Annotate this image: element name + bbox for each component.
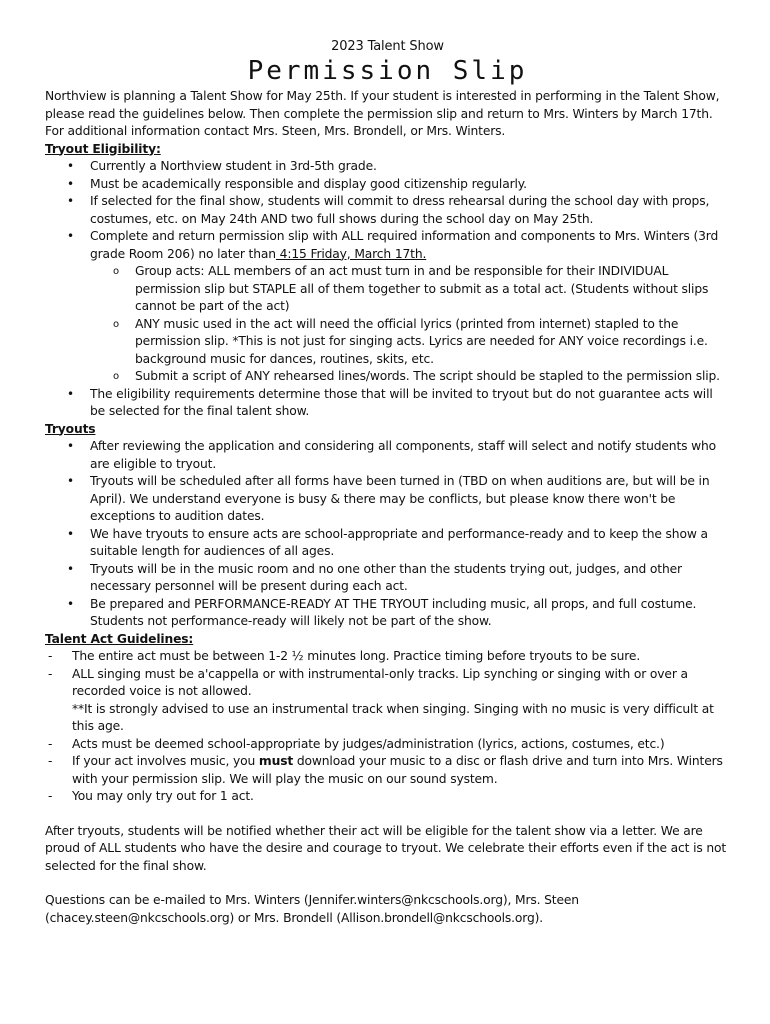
guideline-text: ALL singing must be a'cappella or with instrumental-only tracks. Lip synching or singing with or over a recorded voice is not allowed.: [72, 666, 688, 698]
contact-paragraph: Questions can be e-mailed to Mrs. Winters (Jennifer.winters@nkcschools.org), Mrs. Steen (chacey.steen@nkcschools.org) or Mrs. Brondell (Allison.brondell@nkcschools.org).: [45, 893, 579, 925]
eligibility-item-text: Complete and return permission slip with ALL required information and components to Mrs. Winters (3rd grade Room 206) no later than: [90, 229, 719, 261]
eligibility-item: • If selected for the final show, students will commit to dress rehearsal during the school day with props, costumes, etc. on May 24th AND two full shows during the school day on May 25th.: [45, 193, 730, 228]
tryouts-item: • After reviewing the application and considering all components, staff will select and notify students who are eligible to tryout.: [45, 438, 730, 473]
eligibility-item: • Currently a Northview student in 3rd-5th grade.: [45, 158, 730, 176]
guideline-item: - You may only try out for 1 act.: [45, 788, 730, 806]
intro-paragraph: Northview is planning a Talent Show for May 25th. If your student is interested in performing in the Talent Show, please read the guidelines below. Then complete the permission slip and return to Mrs. Winters by March 17th. For additional information contact Mrs. Steen, Mrs. Brondell, or Mrs. Winters.: [45, 89, 720, 138]
eligibility-item: [45, 228, 730, 386]
guideline-item: [45, 666, 730, 736]
event-year-label: 2023 Talent Show: [331, 39, 444, 54]
eligibility-subitem: o ANY music used in the act will need the official lyrics (printed from internet) stapled to the permission slip. *This is not just for singing acts. Lyrics are needed for ANY voice recordings i.e. background music for dances, routines, skits, etc.: [45, 316, 730, 369]
closing-paragraph: After tryouts, students will be notified whether their act will be eligible for the talent show via a letter. We are proud of ALL students who have the desire and courage to tryout. We celebrate their efforts even if the act is not selected for the final show.: [45, 823, 727, 873]
tryouts-item: • Be prepared and PERFORMANCE-READY AT THE TRYOUT including music, all props, and full costume. Students not performance-ready will likely not be part of the show.: [45, 596, 730, 631]
guideline-text: If your act involves music, you: [72, 754, 259, 768]
guideline-item: [45, 753, 730, 788]
guideline-note: **It is strongly advised to use an instrumental track when singing. Singing with no music is very difficult at this age.: [72, 701, 714, 733]
eligibility-sublist: [90, 263, 730, 386]
spacer: [45, 806, 730, 823]
eligibility-item: • The eligibility requirements determine those that will be invited to tryout but do not guarantee acts will be selected for the final talent show.: [45, 386, 730, 421]
tryouts-item: • Tryouts will be in the music room and no one other than the students trying out, judges, and other necessary personnel will be present during each act.: [45, 561, 730, 596]
page-title: Permission Slip: [247, 56, 528, 86]
tryouts-heading: Tryouts: [45, 421, 96, 436]
tryouts-list: [45, 438, 730, 631]
eligibility-heading: Tryout Eligibility:: [45, 141, 161, 156]
guideline-item: - Acts must be deemed school-appropriate by judges/administration (lyrics, actions, costumes, etc.): [45, 736, 730, 754]
guidelines-heading: Talent Act Guidelines:: [45, 631, 194, 646]
eligibility-item: • Must be academically responsible and display good citizenship regularly.: [45, 176, 730, 194]
eligibility-subitem: o Group acts: ALL members of an act must turn in and be responsible for their INDIVIDUAL permission slip but STAPLE all of them together to submit as a total act. (Students without slips cannot be part of the act): [45, 263, 730, 316]
tryouts-item: • Tryouts will be scheduled after all forms have been turned in (TBD on when auditions are, but will be in April). We understand everyone is busy & there may be conflicts, but please know there won't be exceptions to audition dates.: [45, 473, 730, 526]
emphasis-text: must: [258, 754, 294, 768]
guideline-text: download your music to a disc or flash drive and turn into Mrs. Winters with your permission slip. We will play the music on our sound system.: [72, 754, 723, 786]
guidelines-list: [45, 648, 730, 806]
tryouts-item: • We have tryouts to ensure acts are school-appropriate and performance-ready and to keep the show a suitable length for audiences of all ages.: [45, 526, 730, 561]
eligibility-list: [45, 158, 730, 421]
guideline-item: - The entire act must be between 1-2 ½ minutes long. Practice timing before tryouts to be sure.: [45, 648, 730, 666]
deadline-text: 4:15 Friday, March 17th.: [275, 246, 427, 261]
spacer: [45, 875, 730, 892]
eligibility-subitem: o Submit a script of ANY rehearsed lines/words. The script should be stapled to the permission slip.: [45, 368, 730, 386]
